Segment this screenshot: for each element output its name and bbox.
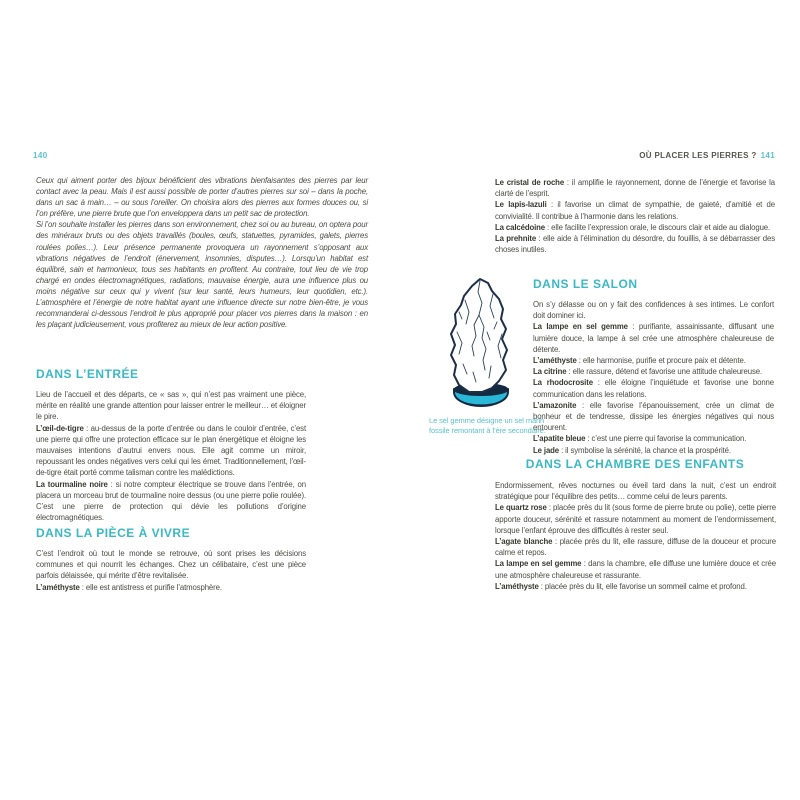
stone-name: L’agate blanche [495, 537, 553, 547]
stone-name: Le jade [533, 445, 560, 455]
section-text-salon [533, 299, 774, 456]
paragraph [533, 355, 774, 366]
stone-name: La tourmaline noire [36, 479, 108, 489]
paragraph-text: Endormissement, rêves nocturnes ou éveil tard dans la nuit, c’est un endroit stratégique pour l’équilibre des petits… comme celui de leurs parents. [495, 481, 776, 502]
paragraph [495, 177, 775, 199]
paragraph [36, 582, 306, 593]
paragraph-text: : dans la chambre, elle diffuse une lumière douce et crée une atmosphère chaleureuse et rassurante. [495, 559, 776, 580]
paragraph-text: : elle aide à l’élimination du désordre, du fouillis, à se débarrasser des choses inutiles. [495, 234, 776, 255]
paragraph-text: : au-dessus de la porte d’entrée ou dans le couloir d’entrée, c’est une pierre qui offre une protection efficace sur le plan énergétique et éloigne les mauvaises intentions d’autrui envers nous. Elle agit comme un miroir, repoussant les ondes négatives vers celui qui les émet. Traditionnellement, l’œil-de-tigre était porté comme talisman contre les malédictions. [36, 423, 306, 478]
paragraph-text: : purifiante, assainissante, diffusant une lumière douce, la lampe à sel crée une atmosphère chaleureuse de détente. [533, 322, 774, 354]
paragraph-text: : placée près du lit, elle rassure, diffuse de la douceur et procure calme et repos. [495, 537, 777, 558]
stone-name: Le quartz rose [495, 503, 547, 513]
paragraph-text: Ceux qui aiment porter des bijoux bénéficient des vibrations bienfaisantes des pierres par leur contact avec la peau. Mais il est aussi possible de porter d’autres pierres sur soi – dans la poche, dans un sac à main… – ou sous l’oreiller. On choisira alors des pierres aux formes douces ou, si l’on préfère, une pierre brute que l’on enveloppera dans un petit sac de protection. [36, 176, 368, 219]
paragraph-text: : elle harmonise, purifie et procure paix et détente. [576, 356, 746, 366]
stone-name: L’amazonite [533, 400, 577, 410]
stones-list-top [495, 177, 775, 255]
stone-name: La citrine [533, 367, 567, 377]
lamp-figure-caption: Le sel gemme désigne un sel marin fossile remontant à l’ère secondaire. [429, 416, 546, 435]
stone-name: La calcédoine [495, 222, 546, 232]
paragraph [533, 433, 774, 444]
paragraph [533, 321, 774, 355]
paragraph-text: Si l’on souhaite installer les pierres dans son environnement, chez soi ou au bureau, on optera pour des minéraux bruts ou des objets travaillés (boules, œufs, statuettes, pyramides, galets, pierres roulées polies…). Leur présence permanente provoquera un rayonnement s’opposant aux vibrations négatives de l’endroit (énervement, insomnies, disputes…). Lorsqu’un habitat est équilibré, sain et harmonieux, tous ses habitants en profitent. Au contraire, tout lieu de vie trop chargé en ondes électromagnétiques, radiations, mauvaise énergie, aura une influence plus ou moins négative sur ceux qui y vivent (sur leur santé, leurs humeurs, leur quotidien, etc.). L’atmosphère et l’énergie de notre habitat ayant une influence directe sur notre bien-être, je vous recommanderai ci-dessous l’endroit le plus approprié pour placer vos pierres dans la maison : en les plaçant judicieusement, vous profiterez au mieux de leur action positive. [36, 220, 368, 330]
salt-lamp-illustration [429, 272, 533, 412]
paragraph-text: : il symbolise la sérénité, la chance et la prospérité. [559, 445, 731, 455]
paragraph-text: : elle est antistress et purifie l’atmosphère. [79, 582, 222, 592]
paragraph [495, 233, 775, 255]
paragraph [495, 502, 776, 536]
section-heading-chambre-enfants: DANS LA CHAMBRE DES ENFANTS [525, 457, 745, 471]
stone-name: L’améthyste [533, 356, 577, 366]
stone-name: L’apatite bleue [533, 434, 586, 444]
paragraph [36, 479, 306, 524]
paragraph [533, 366, 774, 377]
paragraph-text: : elle favorise l’épanouissement, crée un climat de bonheur et de tendresse, dissipe les énergies négatives qui nous entourent. [533, 400, 774, 433]
paragraph-text: : elle facilite l’expression orale, le discours clair et aide au dialogue. [545, 222, 771, 232]
stone-name: Le lapis-lazuli [495, 200, 547, 210]
paragraph-text: : il amplifie le rayonnement, donne de l’énergie et favorise la clarté de l’esprit. [495, 178, 776, 199]
paragraph-text: : placée près du lit, elle favorise un sommeil calme et profond. [538, 581, 747, 591]
intro-paragraphs [36, 175, 368, 330]
paragraph [495, 581, 776, 592]
paragraph-text: : si notre compteur électrique se trouve dans l’entrée, on placera un morceau brut de tourmaline noire dessus (ou une pierre polie roulée). C’est une pierre de protection qui dévie les pollutions d’origine électromagnétiques. [36, 479, 306, 523]
running-header-title: OÙ PLACER LES PIERRES ? [639, 151, 757, 160]
paragraph [495, 480, 776, 502]
right-page-number: 141 [760, 151, 775, 160]
left-page-number: 140 [33, 151, 48, 160]
paragraph [36, 175, 368, 219]
stone-name: La lampe en sel gemme [533, 322, 628, 332]
section-text-chambre-enfants [495, 480, 776, 592]
stone-name: L’améthyste [495, 581, 539, 591]
paragraph-text: On s’y délasse ou on y fait des confidences à ses intimes. Le confort doit dominer ici. [533, 300, 774, 321]
paragraph [533, 400, 774, 434]
paragraph-text: : elle éloigne l’inquiétude et favorise une bonne communication dans les relations. [533, 378, 774, 399]
running-header [639, 151, 775, 160]
paragraph [36, 219, 368, 330]
paragraph [36, 423, 306, 479]
paragraph-text: : elle rassure, détend et favorise une attitude chaleureuse. [566, 367, 762, 377]
paragraph-text: C’est l’endroit où tout le monde se retrouve, où sont prises les décisions communes et qui nourrit les échanges. Chez un célibataire, c’est une pièce parfois délaissée, qui mérite d’être revitalisée. [36, 549, 306, 581]
paragraph [533, 377, 774, 399]
paragraph-text: Lieu de l’accueil et des départs, ce « sas », qui n’est pas vraiment une pièce, mérite en réalité une grande attention pour laisser entrer le meilleur… et éloigner le pire. [36, 390, 306, 422]
stone-name: L’améthyste [36, 582, 80, 592]
paragraph [533, 299, 774, 321]
stone-name: La lampe en sel gemme [495, 559, 582, 569]
paragraph [495, 222, 775, 233]
paragraph [36, 548, 306, 582]
stone-name: La rhodocrosite [533, 378, 593, 388]
paragraph-text: : placée près du lit (sous forme de pierre brute ou polie), cette pierre apporte douceur, sérénité et rassure notamment au moment de l’endormissement, lorsque l’enfant éprouve des difficultés à rester seul. [495, 503, 776, 535]
section-text-entree [36, 389, 306, 523]
section-text-piece-a-vivre [36, 548, 306, 593]
paragraph [495, 558, 776, 580]
stone-name: La prehnite [495, 234, 537, 244]
section-heading-piece-a-vivre: DANS LA PIÈCE À VIVRE [36, 526, 191, 540]
section-heading-salon: DANS LE SALON [533, 277, 638, 291]
paragraph-text: : il favorise un climat de sympathie, de gaieté, d’amitié et de convivialité. Il contribue à l’harmonie dans les relations. [495, 200, 775, 221]
stone-name: Le cristal de roche [495, 178, 565, 187]
stone-name: L’œil-de-tigre [36, 423, 84, 433]
paragraph [36, 389, 306, 423]
paragraph-text: : c’est une pierre qui favorise la communication. [585, 434, 747, 444]
paragraph [495, 536, 776, 558]
paragraph [533, 445, 774, 456]
section-heading-entree: DANS L’ENTRÉE [36, 367, 139, 381]
paragraph [495, 199, 775, 221]
